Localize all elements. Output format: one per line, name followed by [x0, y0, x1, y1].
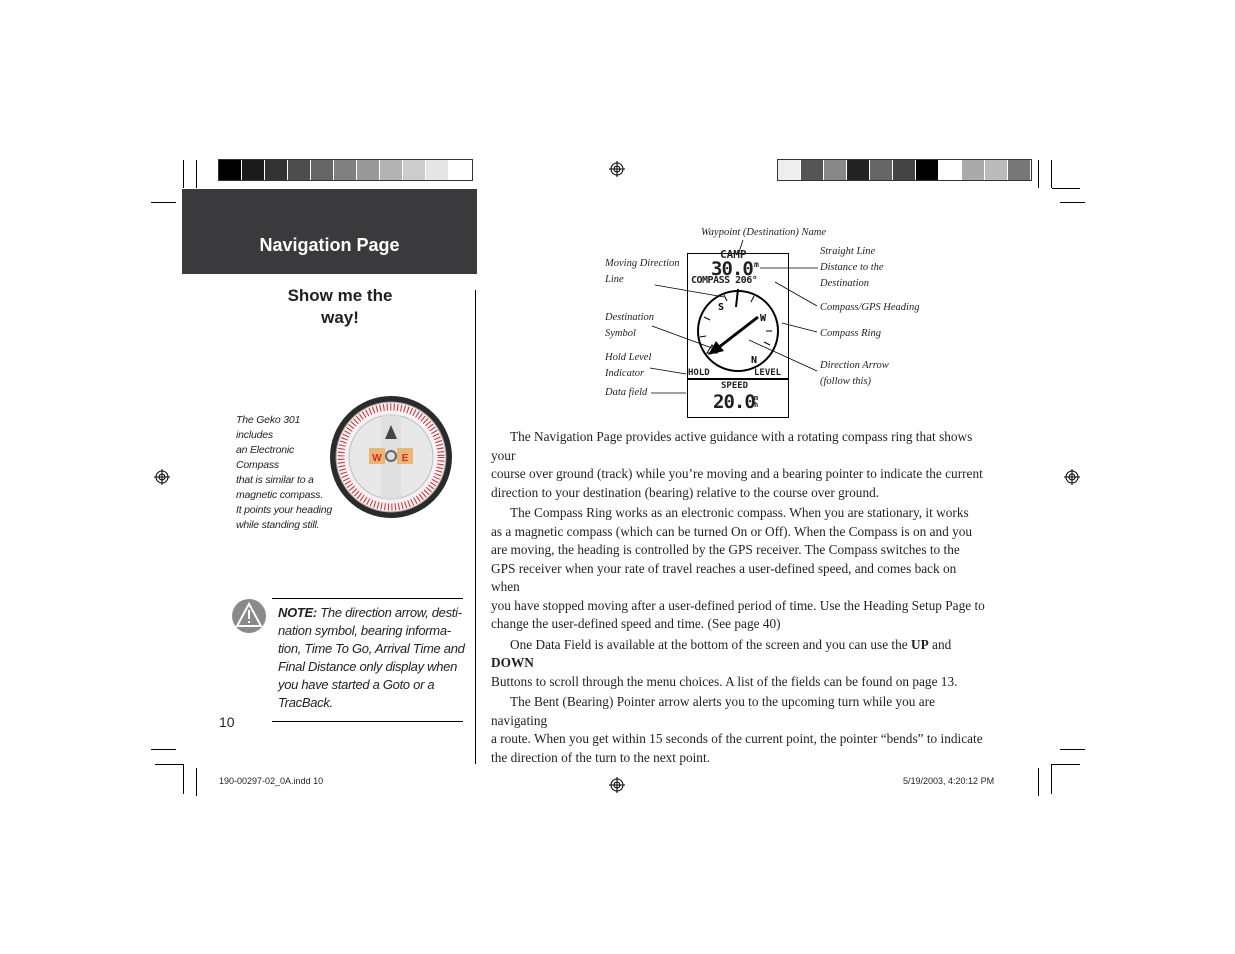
registration-mark-icon	[609, 777, 625, 793]
note-label: NOTE:	[278, 605, 317, 620]
callout-line: Hold Level	[605, 352, 652, 363]
crop-mark	[183, 764, 184, 794]
text-line: GPS receiver when your rate of travel reaches a user-defined speed, and comes back on when	[491, 560, 957, 594]
registration-mark-icon	[609, 161, 625, 177]
warning-icon	[231, 598, 267, 634]
section-header	[182, 189, 477, 274]
text-line: The Bent (Bearing) Pointer arrow alerts you to the upcoming turn while you are navigating	[491, 694, 936, 728]
distance-value: 30.0	[711, 258, 753, 280]
callout-line: Distance to the	[820, 262, 884, 273]
data-field-label: SPEED	[721, 381, 749, 391]
crop-mark	[196, 160, 197, 188]
text-line: a route. When you get within 15 seconds of the current point, the pointer “bends” to indicate	[491, 731, 983, 746]
paragraph	[491, 636, 986, 692]
note-line	[278, 604, 468, 622]
paragraph	[491, 504, 986, 634]
crop-mark	[1060, 202, 1085, 203]
page-number: 10	[219, 714, 235, 730]
side-heading	[265, 285, 415, 329]
color-bar-right	[777, 159, 1032, 181]
caption-line: an Electronic Compass	[236, 444, 295, 471]
note-text	[278, 604, 468, 712]
registration-mark-icon	[1064, 469, 1080, 485]
compass-caption	[236, 413, 336, 533]
note-line: nation symbol, bearing informa-	[278, 623, 451, 638]
text-line: One Data Field is available at the bottom of the screen and you can use the	[510, 636, 911, 652]
caption-line: The Geko 301 includes	[236, 414, 301, 441]
callout-waypoint-name: Waypoint (Destination) Name	[701, 227, 827, 238]
data-field-value: 20.0	[713, 391, 755, 413]
text-line: and	[928, 636, 952, 652]
crop-mark	[1052, 188, 1080, 189]
text-line: direction to your destination (bearing) relative to the course over ground.	[491, 484, 880, 500]
text-line: the direction of the turn to the next point.	[491, 749, 710, 765]
registration-mark-icon	[154, 469, 170, 485]
callout-data-field: Data field	[605, 387, 648, 398]
callout-direction-arrow	[820, 358, 889, 390]
caption-line: that is similar to a	[236, 474, 314, 486]
text-line: change the user-defined speed and time. (See page 40)	[491, 616, 781, 631]
dial-letter-e: E	[401, 453, 409, 464]
text-line: The Compass Ring works as an electronic compass. When you are stationary, it works	[510, 505, 969, 520]
note-line: TracBack.	[278, 695, 333, 710]
ring-letter-w: W	[760, 313, 767, 324]
distance-unit: m	[754, 260, 759, 269]
callout-line: Straight Line	[820, 246, 876, 257]
side-heading-line: way!	[321, 308, 359, 327]
text-line: are moving, the heading is controlled by the GPS receiver. The Compass switches to the	[491, 542, 960, 557]
crop-mark	[196, 768, 197, 796]
note-top-rule	[272, 598, 463, 599]
callout-hold-level	[605, 350, 651, 382]
caption-line: while standing still.	[236, 519, 320, 531]
color-bar-left	[218, 159, 473, 181]
paragraph	[491, 693, 986, 767]
note-line: you have started a Goto or a	[278, 677, 435, 692]
waypoint-name: CAMP	[720, 248, 747, 261]
crop-mark	[151, 749, 176, 750]
caption-line: magnetic compass.	[236, 489, 324, 501]
callout-line: Destination	[820, 278, 869, 289]
crop-mark	[1038, 768, 1039, 796]
crop-mark	[1052, 764, 1080, 765]
dial-letter-w: W	[372, 453, 382, 464]
note-line: Final Distance only display when	[278, 659, 457, 674]
compass-heading: COMPASS 206°	[691, 275, 758, 286]
crop-mark	[1060, 749, 1085, 750]
note-line: tion, Time To Go, Arrival Time and	[278, 641, 465, 656]
compass-ring	[694, 287, 782, 375]
note-line-text: The direction arrow, desti-	[320, 605, 462, 620]
callout-line: Destination	[605, 312, 654, 323]
text-line: Buttons to scroll through the menu choices. A list of the fields can be found on page 13.	[491, 673, 958, 689]
callout-line: Direction Arrow	[820, 360, 889, 371]
body-text	[491, 428, 986, 769]
text-line: The Navigation Page provides active guidance with a rotating compass ring that shows your	[491, 429, 973, 463]
callout-line: Symbol	[605, 328, 636, 339]
callout-compass-heading: Compass/GPS Heading	[820, 302, 920, 313]
paragraph	[491, 428, 986, 502]
side-heading-line: Show me the	[287, 286, 393, 305]
text-line: you have stopped moving after a user-defined period of time. Use the Heading Setup Page to	[491, 597, 985, 613]
column-divider	[475, 290, 476, 764]
up-button-label: UP	[911, 636, 929, 652]
footer-date: 5/19/2003, 4:20:12 PM	[903, 776, 995, 786]
navigation-screen	[687, 248, 789, 418]
crop-mark	[1051, 764, 1052, 794]
text-line: course over ground (track) while you’re moving and a bearing pointer to indicate the current	[491, 466, 983, 481]
ring-letter-s: S	[718, 302, 725, 313]
crop-mark	[1051, 160, 1052, 188]
down-button-label: DOWN	[491, 655, 534, 670]
crop-mark	[1038, 160, 1039, 188]
callout-line: (follow this)	[820, 376, 872, 387]
callout-line: Line	[605, 274, 624, 285]
crop-mark	[183, 160, 184, 188]
caption-line: It points your heading	[236, 504, 333, 516]
text-line: as a magnetic compass (which can be turned On or Off). When the Compass is on and you	[491, 523, 973, 539]
callout-line: Moving Direction	[605, 258, 680, 269]
note-bottom-rule	[272, 721, 463, 722]
callout-moving-direction	[605, 256, 680, 288]
data-field-unit: m h	[754, 394, 759, 409]
data-field-divider	[688, 378, 788, 380]
ring-letter-n: N	[751, 355, 758, 366]
level-indicator: LEVEL	[754, 368, 782, 378]
callout-destination-symbol	[605, 310, 654, 342]
hold-indicator: HOLD	[688, 368, 710, 378]
crop-mark	[151, 202, 176, 203]
electronic-compass-illustration	[329, 395, 454, 520]
crop-mark	[155, 764, 183, 765]
footer-file: 190-00297-02_0A.indd 10	[219, 776, 324, 786]
page-title: Navigation Page	[259, 235, 400, 255]
callout-line: Indicator	[605, 368, 645, 379]
callout-compass-ring: Compass Ring	[820, 328, 881, 339]
callout-straight-line	[820, 244, 884, 292]
